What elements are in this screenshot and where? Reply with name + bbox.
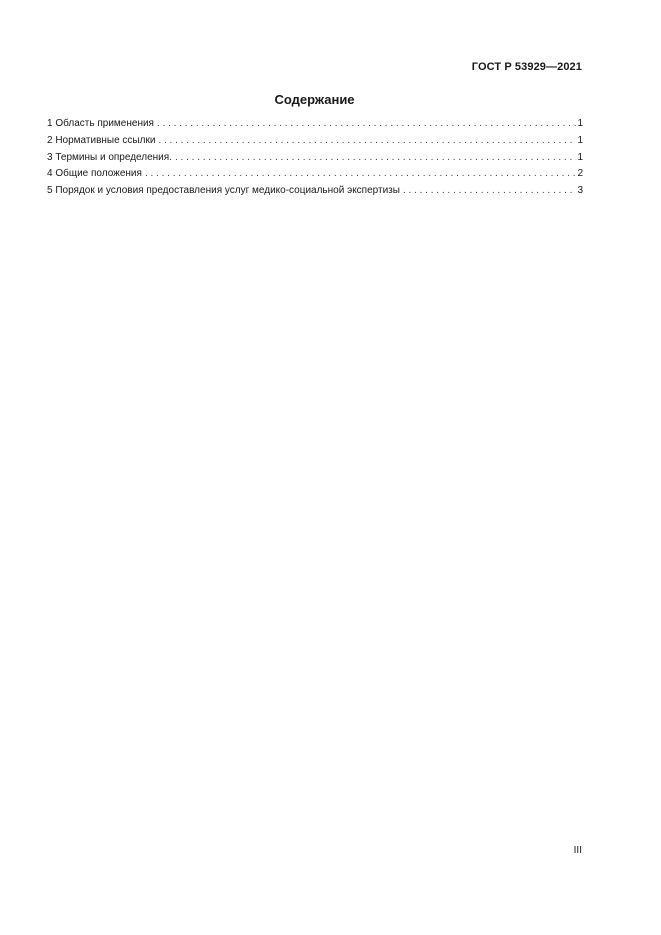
toc-entry[interactable] (47, 133, 583, 150)
toc-entry-page: 3 (577, 185, 583, 197)
toc-entry-label: 3 Термины и определения. (47, 151, 172, 163)
toc-entry-label: 5 Порядок и условия предоставления услуг медико-социальной экспертизы (47, 185, 400, 197)
toc-dot-leader (175, 150, 576, 167)
toc-dot-leader (145, 166, 577, 183)
document-code: ГОСТ Р 53929—2021 (471, 61, 582, 73)
toc-entry-page: 1 (577, 134, 583, 146)
toc-heading: Содержание (274, 92, 355, 107)
toc-entry-page: 1 (577, 151, 583, 163)
toc-dot-leader (158, 133, 576, 150)
toc-entry-page: 2 (577, 168, 583, 180)
toc-dot-leader (157, 116, 576, 133)
toc-entry[interactable] (47, 183, 583, 200)
toc-entry-page: 1 (577, 118, 583, 129)
toc-entry-label: 4 Общие положения (47, 168, 142, 180)
toc-entry[interactable] (47, 150, 583, 167)
toc-entry[interactable] (47, 166, 583, 183)
page-number: III (573, 845, 582, 856)
toc-entry-label: 1 Область применения (47, 118, 154, 129)
table-of-contents (47, 116, 583, 200)
toc-entry-label: 2 Нормативные ссылки (47, 134, 156, 146)
toc-dot-leader (403, 183, 577, 200)
toc-entry[interactable] (47, 116, 583, 133)
